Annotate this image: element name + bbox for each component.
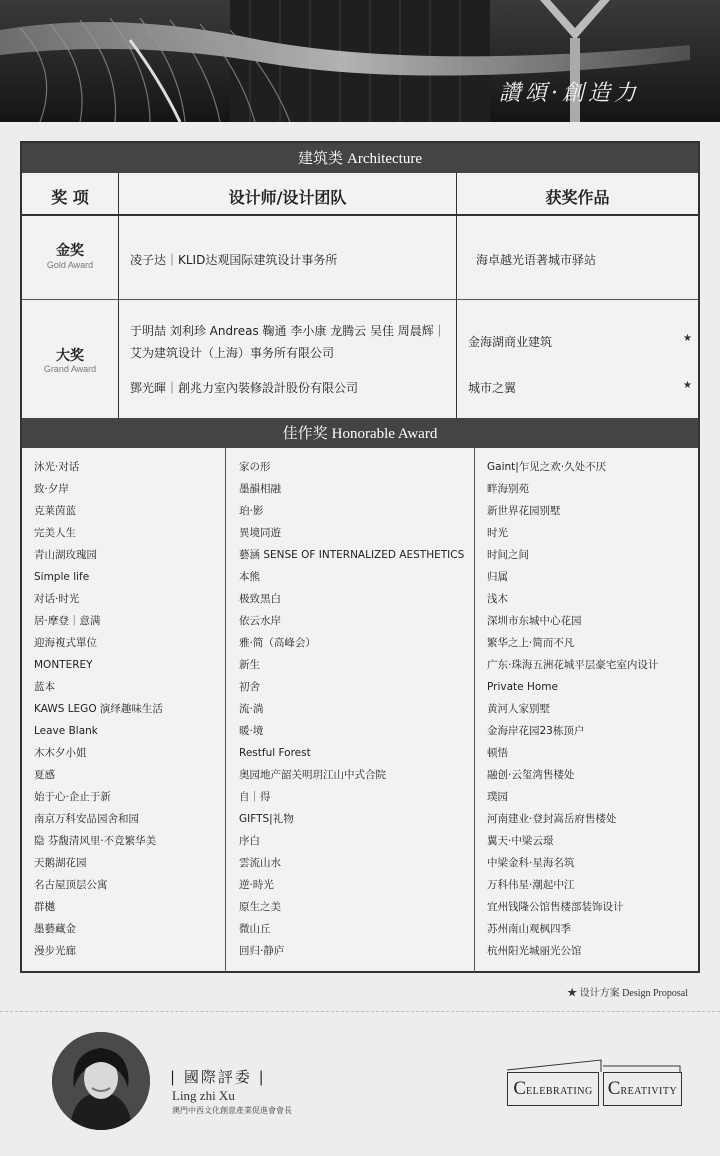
list-item: 万科伟星·潮起中江 xyxy=(487,879,575,891)
list-item: 珀·影 xyxy=(239,505,264,517)
legend-text: 设计方案 Design Proposal xyxy=(579,988,688,999)
star-icon: ★ xyxy=(567,988,578,999)
list-item: Private Home xyxy=(487,681,558,693)
honorable-title: 佳作奖 xyxy=(282,424,328,442)
list-item: 南京万科安品园舍和园 xyxy=(34,813,139,825)
list-item: Gaint|乍见之欢·久处不厌 xyxy=(487,461,607,473)
list-item: 流·淌 xyxy=(239,703,264,715)
list-item: 沐光·对话 xyxy=(34,461,80,473)
table-row-gold xyxy=(22,218,698,300)
logo-box-right xyxy=(603,1072,682,1106)
list-item: KAWS LEGO 演绎趣味生活 xyxy=(34,703,163,715)
grand-designer-1-line1: 于明喆 刘利珍 Andreas 鞠通 李小康 龙腾云 吴佳 周晨辉｜ xyxy=(130,324,446,338)
awards-table xyxy=(20,141,700,973)
list-item: 木木夕小姐 xyxy=(34,747,87,759)
list-item: 奥园地产韶关明玥江山中式合院 xyxy=(239,769,386,781)
design-proposal-star-icon: ★ xyxy=(683,380,692,391)
judge-title: | 國際評委 | xyxy=(170,1068,266,1086)
dashed-divider xyxy=(0,1011,720,1012)
gold-award-label: 金奖 xyxy=(56,243,84,259)
architecture-section-header xyxy=(22,143,698,173)
list-item: 藝涵 SENSE OF INTERNALIZED AESTHETICS xyxy=(239,549,465,561)
judge-name: Ling zhi Xu xyxy=(172,1088,235,1103)
list-item: 初舍 xyxy=(239,681,260,693)
logo-box-left xyxy=(507,1072,599,1106)
list-item: 繁华之上·简而不凡 xyxy=(487,637,575,649)
list-item: 隐 芬馥清风里·不竞繁华美 xyxy=(34,835,157,847)
list-item: 序白 xyxy=(239,835,260,847)
list-item: 中梁金科·星海名筑 xyxy=(487,857,575,869)
list-item: 漫步光廊 xyxy=(34,945,76,957)
list-item: 极致黑白 xyxy=(239,593,281,605)
honorable-column-3 xyxy=(487,456,658,962)
list-item: 璞园 xyxy=(487,791,508,803)
architecture-table xyxy=(22,173,698,418)
architecture-title: 建筑类 xyxy=(298,149,344,167)
list-item: 夏感 xyxy=(34,769,55,781)
list-item: 河南建业·登封嵩岳府售楼处 xyxy=(487,813,617,825)
list-item: 新世界花园别墅 xyxy=(487,505,561,517)
list-item: Restful Forest xyxy=(239,747,311,759)
banner-image xyxy=(0,0,720,122)
honorable-column-1 xyxy=(34,456,163,962)
list-item: 浅木 xyxy=(487,593,508,605)
list-item: 完美人生 xyxy=(34,527,76,539)
list-item: 原生之美 xyxy=(239,901,281,913)
list-item: 雅·简（高峰会） xyxy=(239,637,316,649)
banner-slogan: 讚頌·創造力 xyxy=(499,81,640,106)
grand-designer-1-line2: 艾为建筑设计（上海）事务所有限公司 xyxy=(130,346,335,360)
logo-right-cap: C xyxy=(607,1078,621,1099)
judge-portrait-graphic xyxy=(52,1032,150,1130)
list-item: 苏州南山观枫四季 xyxy=(487,923,571,935)
list-item: 顿悟 xyxy=(487,747,508,759)
column-divider xyxy=(225,448,226,972)
list-item: Leave Blank xyxy=(34,725,98,737)
grand-work-1: 金海湖商业建筑 xyxy=(468,335,553,349)
list-item: 宜州钱隆公馆售楼部装饰设计 xyxy=(487,901,624,913)
list-item: 名古屋顶层公寓 xyxy=(34,879,108,891)
list-item: 畔海别苑 xyxy=(487,483,529,495)
logo-left-rest: ELEBRATING xyxy=(526,1086,593,1097)
header-award: 奖 项 xyxy=(51,188,89,207)
list-item: 暖·境 xyxy=(239,725,264,737)
list-item: 翼天·中梁云璟 xyxy=(487,835,554,847)
table-header-row xyxy=(22,173,698,216)
list-item: Simple life xyxy=(34,571,90,583)
architecture-title-en: Architecture xyxy=(347,151,422,167)
list-item: 时光 xyxy=(487,527,508,539)
list-item: 致·夕岸 xyxy=(34,483,69,495)
list-item: 迎海複式單位 xyxy=(34,637,97,649)
list-item: 时间之间 xyxy=(487,549,529,561)
list-item: 逆·時光 xyxy=(239,879,274,891)
logo-right-rest: REATIVITY xyxy=(620,1086,678,1097)
honorable-list xyxy=(22,448,698,972)
list-item: 蓝本 xyxy=(34,681,55,693)
list-item: MONTEREY xyxy=(34,659,93,671)
list-item: 天鹅湖花园 xyxy=(34,857,87,869)
list-item: 本熊 xyxy=(239,571,260,583)
list-item: 金海岸花园23栋顶户 xyxy=(487,725,585,737)
grand-designer-2: 鄧光暉｜創兆力室內裝修設計股份有限公司 xyxy=(130,381,359,395)
list-item: 深圳市东城中心花园 xyxy=(487,615,582,627)
celebrating-creativity-logo xyxy=(507,1058,682,1114)
list-item: 克莱茵蓝 xyxy=(34,505,76,517)
list-item: 居·摩登｜意满 xyxy=(34,615,101,627)
list-item: 青山湖玫瑰园 xyxy=(34,549,97,561)
design-proposal-star-icon: ★ xyxy=(683,333,692,344)
header-designer: 设计师/设计团队 xyxy=(228,188,347,207)
list-item: GIFTS|礼物 xyxy=(239,813,294,825)
gold-work: 海卓越光语著城市驿站 xyxy=(476,253,597,267)
honorable-section-header xyxy=(22,418,698,448)
list-item: 雲流山水 xyxy=(239,857,281,869)
table-row-grand xyxy=(22,301,698,418)
list-item: 墨韻相融 xyxy=(239,483,281,495)
list-item: 墨藝藏金 xyxy=(34,923,76,935)
logo-left-cap: C xyxy=(513,1078,526,1099)
list-item: 自｜得 xyxy=(239,791,271,803)
judge-avatar xyxy=(52,1032,150,1130)
list-item: 对话·时光 xyxy=(34,593,80,605)
list-item: 微山丘 xyxy=(239,923,271,935)
grand-work-2: 城市之翼 xyxy=(468,381,517,395)
list-item: 始于心·企止于新 xyxy=(34,791,111,803)
list-item: 依云水岸 xyxy=(239,615,281,627)
list-item: 黄河人家别墅 xyxy=(487,703,550,715)
list-item: 杭州阳光城丽光公馆 xyxy=(487,945,582,957)
list-item: 異境同遊 xyxy=(239,527,281,539)
list-item: 家の形 xyxy=(239,461,271,473)
grand-award-label-en: Grand Award xyxy=(43,364,97,374)
gold-award-label-en: Gold Award xyxy=(46,260,94,270)
list-item: 群樾 xyxy=(34,901,55,913)
list-item: 新生 xyxy=(239,659,260,671)
honorable-title-en: Honorable Award xyxy=(331,426,438,442)
legend xyxy=(567,984,688,999)
header-work: 获奖作品 xyxy=(545,188,610,207)
list-item: 融创·云玺湾售楼处 xyxy=(487,769,575,781)
column-divider xyxy=(474,448,475,972)
grand-award-label: 大奖 xyxy=(56,348,84,364)
gold-designer: 凌子达｜KLID达观国际建筑设计事务所 xyxy=(130,253,338,267)
judge-organization: 澳門中西文化創意產業促進會會長 xyxy=(172,1106,292,1115)
list-item: 回归·静庐 xyxy=(239,945,285,957)
honorable-column-2 xyxy=(239,456,464,962)
list-item: 广东·珠海五洲花城平层豪宅室内设计 xyxy=(487,659,659,671)
list-item: 归属 xyxy=(487,571,508,583)
